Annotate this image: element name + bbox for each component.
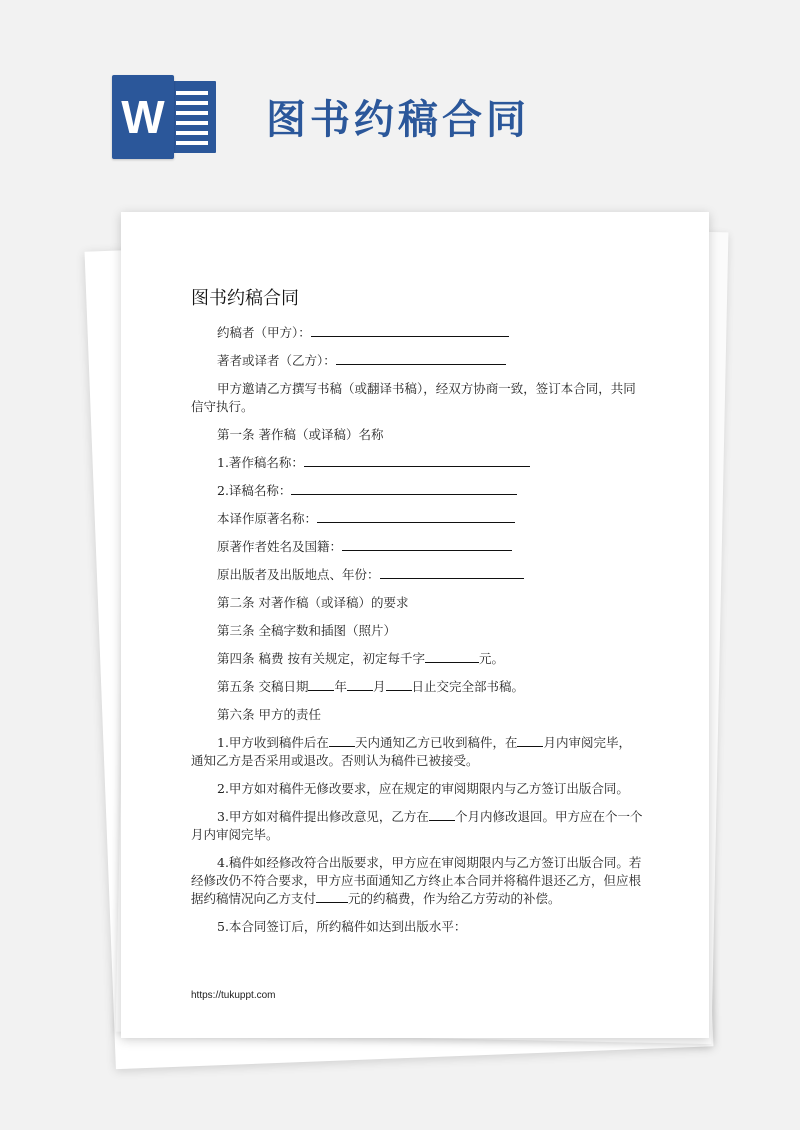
manuscript-name-blank — [304, 456, 530, 467]
original-name-blank — [317, 512, 515, 523]
footer-url: https://tukuppt.com — [191, 990, 276, 1001]
article-1-item-4: 原著作者姓名及国籍： — [191, 538, 643, 556]
author-nationality-blank — [342, 540, 512, 551]
word-document-icon — [112, 75, 216, 159]
translation-name-blank — [291, 484, 517, 495]
article-6-item-1: 1.甲方收到稿件后在 天内通知乙方已收到稿件，在 月内审阅完毕，通知乙方是否采用或退改。否则认为稿件已被接受。 — [191, 735, 631, 768]
party-b-blank — [336, 354, 506, 365]
party-b-label: 著者或译者（乙方）： — [217, 353, 336, 368]
article-3-heading: 第三条 全稿字数和插图（照片） — [217, 623, 396, 638]
word-letter-tile: W — [112, 75, 174, 159]
article-4: 第四条 稿费 按有关规定，初定每千字 元。 — [217, 651, 504, 666]
party-a-label: 约稿者（甲方）： — [217, 325, 311, 340]
article-1-item-1: 1.著作稿名称： — [191, 454, 643, 472]
party-a-blank — [311, 326, 509, 337]
article-2-heading: 第二条 对著作稿（或译稿）的要求 — [217, 595, 409, 610]
review-months-blank — [517, 736, 543, 747]
document-title: 图书约稿合同 — [191, 288, 299, 309]
document-body — [191, 324, 643, 936]
article-1-item-2: 2.译稿名称： — [191, 482, 643, 500]
party-b-line — [191, 352, 643, 370]
year-blank — [308, 680, 334, 691]
intro-paragraph: 甲方邀请乙方撰写书稿（或翻译书稿），经双方协商一致，签订本合同，共同信守执行。 — [191, 381, 636, 414]
fee-blank — [425, 652, 479, 663]
month-blank — [347, 680, 373, 691]
article-6-item-3: 3.甲方如对稿件提出修改意见，乙方在 个月内修改退回。甲方应在个一个月内审阅完毕。 — [191, 809, 643, 842]
article-6-item-2: 2.甲方如对稿件无修改要求，应在规定的审阅期限内与乙方签订出版合同。 — [217, 781, 629, 796]
publisher-blank — [380, 568, 524, 579]
compensation-blank — [316, 892, 348, 903]
revise-months-blank — [429, 810, 455, 821]
day-blank — [386, 680, 412, 691]
article-6-heading: 第六条 甲方的责任 — [217, 707, 321, 722]
article-6-item-5: 5.本合同签订后，所约稿件如达到出版水平： — [217, 919, 467, 934]
article-1-item-3: 本译作原著名称： — [191, 510, 643, 528]
party-a-line — [191, 324, 643, 342]
header-title: 图书约稿合同 — [266, 97, 530, 143]
article-1-heading: 第一条 著作稿（或译稿）名称 — [217, 427, 384, 442]
header-banner — [0, 0, 800, 200]
document-page — [121, 212, 709, 1038]
article-5: 第五条 交稿日期 年 月 日止交完全部书稿。 — [217, 679, 525, 694]
notify-days-blank — [329, 736, 355, 747]
article-1-item-5: 原出版者及出版地点、年份： — [191, 566, 643, 584]
article-6-item-4: 4.稿件如经修改符合出版要求，甲方应在审阅期限内与乙方签订出版合同。若经修改仍不符合要求，甲方应书面通知乙方终止本合同并将稿件退还乙方，但应根据约稿情况向乙方支付 元的约稿费，作为给乙方劳动的补偿。 — [191, 855, 642, 906]
